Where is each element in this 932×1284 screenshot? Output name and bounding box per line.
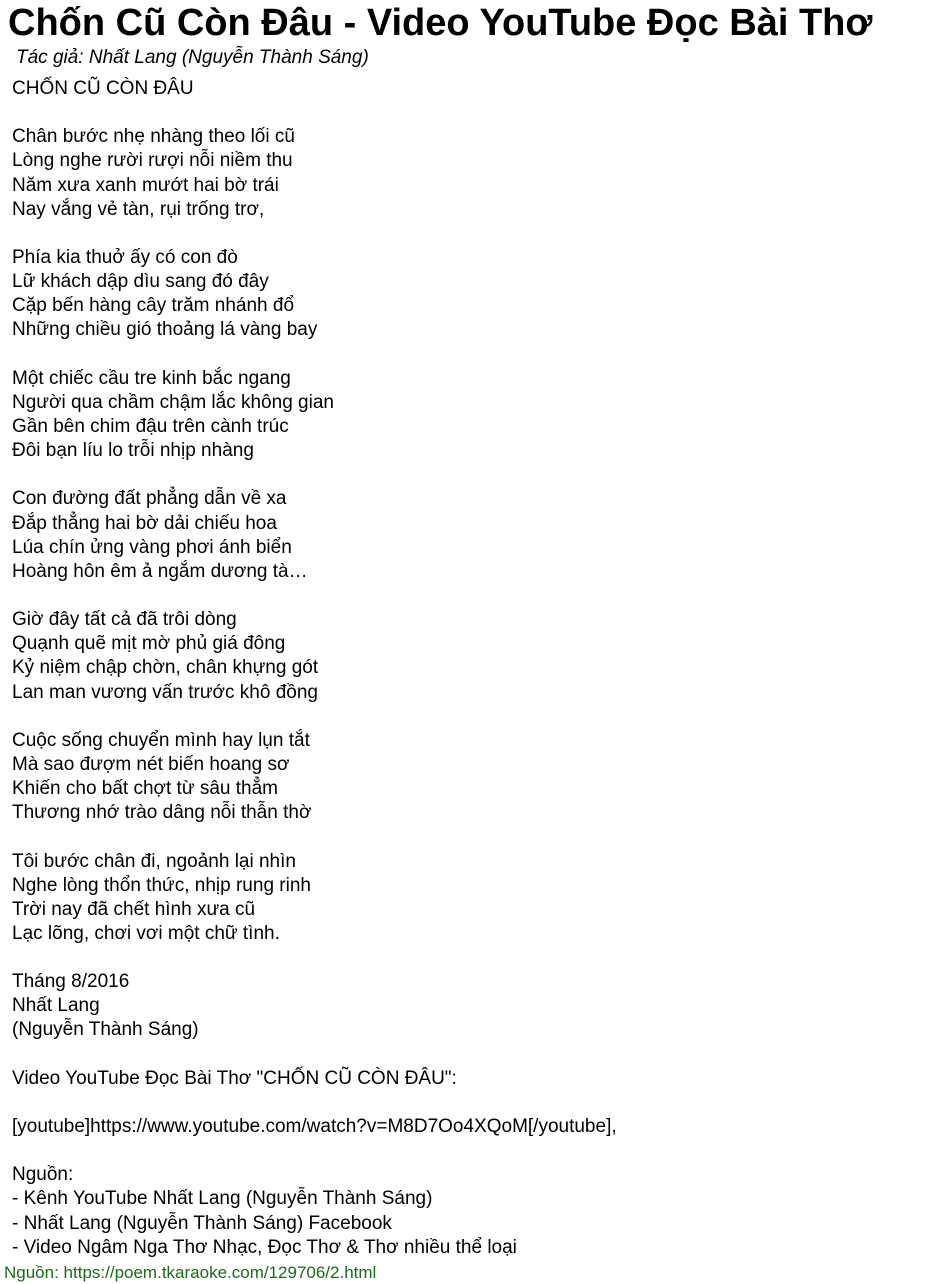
text-line: Chân bước nhẹ nhàng theo lối cũ [12,126,295,148]
text-line: Khiến cho bất chợt từ sâu thẳm [12,778,278,800]
text-line: Nhất Lang [12,995,100,1017]
text-line: - Nhất Lang (Nguyễn Thành Sáng) Facebook [12,1212,392,1234]
blank-line [12,705,617,729]
author-line: Tác giả: Nhất Lang (Nguyễn Thành Sáng) [16,47,369,68]
text-line: Con đường đất phẳng dẫn về xa [12,488,287,510]
text-line: [youtube]https://www.youtube.com/watch?v=M8D7Oo4XQoM[/youtube], [12,1116,617,1138]
blank-line [12,343,617,367]
text-line: (Nguyễn Thành Sáng) [12,1019,199,1041]
text-line: Tôi bước chân đi, ngoảnh lại nhìn [12,850,296,872]
text-line: Quạnh quẽ mịt mờ phủ giá đông [12,633,286,655]
text-line: Gần bên chim đậu trên cành trúc [12,415,289,437]
blank-line [12,946,617,970]
text-line: Đắp thẳng hai bờ dải chiếu hoa [12,512,277,534]
blank-line [12,222,617,246]
text-line: Đôi bạn líu lo trỗi nhịp nhàng [12,440,254,462]
text-line: Lữ khách dập dìu sang đó đây [12,271,269,293]
blank-line [12,825,617,849]
text-line: Tháng 8/2016 [12,971,130,993]
text-line: Trời nay đã chết hình xưa cũ [12,898,256,920]
blank-line [12,101,617,125]
text-line: Giờ đây tất cả đã trôi dòng [12,609,237,631]
blank-line [12,1091,617,1115]
text-line: Phía kia thuở ấy có con đò [12,246,238,268]
text-line: Video YouTube Đọc Bài Thơ "CHỐN CŨ CÒN ĐÂU": [12,1067,457,1089]
text-line: Năm xưa xanh mướt hai bờ trái [12,174,279,196]
text-line: Lan man vương vấn trước khô đồng [12,681,318,703]
blank-line [12,463,617,487]
text-line: Cặp bến hàng cây trăm nhánh đổ [12,295,295,317]
text-line: Lạc lõng, chơi vơi một chữ tình. [12,922,280,944]
text-line: Thương nhớ trào dâng nỗi thẫn thờ [12,802,312,824]
text-line: CHỐN CŨ CÒN ĐÂU [12,78,194,99]
text-line: Hoàng hôn êm ả ngắm dương tà… [12,560,308,582]
text-line: Nay vắng vẻ tàn, rụi trống trơ, [12,198,265,220]
text-line: Nguồn: [12,1164,74,1186]
text-line: - Video Ngâm Nga Thơ Nhạc, Đọc Thơ & Thơ nhiều thể loại [12,1236,517,1258]
text-line: Người qua chầm chậm lắc không gian [12,391,334,413]
page-title: Chốn Cũ Còn Đâu - Video YouTube Đọc Bài Thơ [8,2,873,44]
text-line: Lúa chín ửng vàng phơi ánh biển [12,536,292,558]
text-line: Lòng nghe rười rượi nỗi niềm thu [12,150,293,172]
poem-content [12,77,617,1260]
text-line: Cuộc sống chuyển mình hay lụn tắt [12,729,310,751]
blank-line [12,1139,617,1163]
text-line: Nghe lòng thổn thức, nhịp rung rinh [12,874,311,896]
text-line: - Kênh YouTube Nhất Lang (Nguyễn Thành Sáng) [12,1188,433,1210]
text-line: Mà sao đượm nét biến hoang sơ [12,753,290,775]
source-footer: Nguồn: https://poem.tkaraoke.com/129706/2.html [4,1263,377,1282]
blank-line [12,1043,617,1067]
text-line: Một chiếc cầu tre kinh bắc ngang [12,367,291,389]
blank-line [12,584,617,608]
text-line: Kỷ niệm chập chờn, chân khựng gót [12,657,319,679]
text-line: Những chiều gió thoảng lá vàng bay [12,319,318,341]
